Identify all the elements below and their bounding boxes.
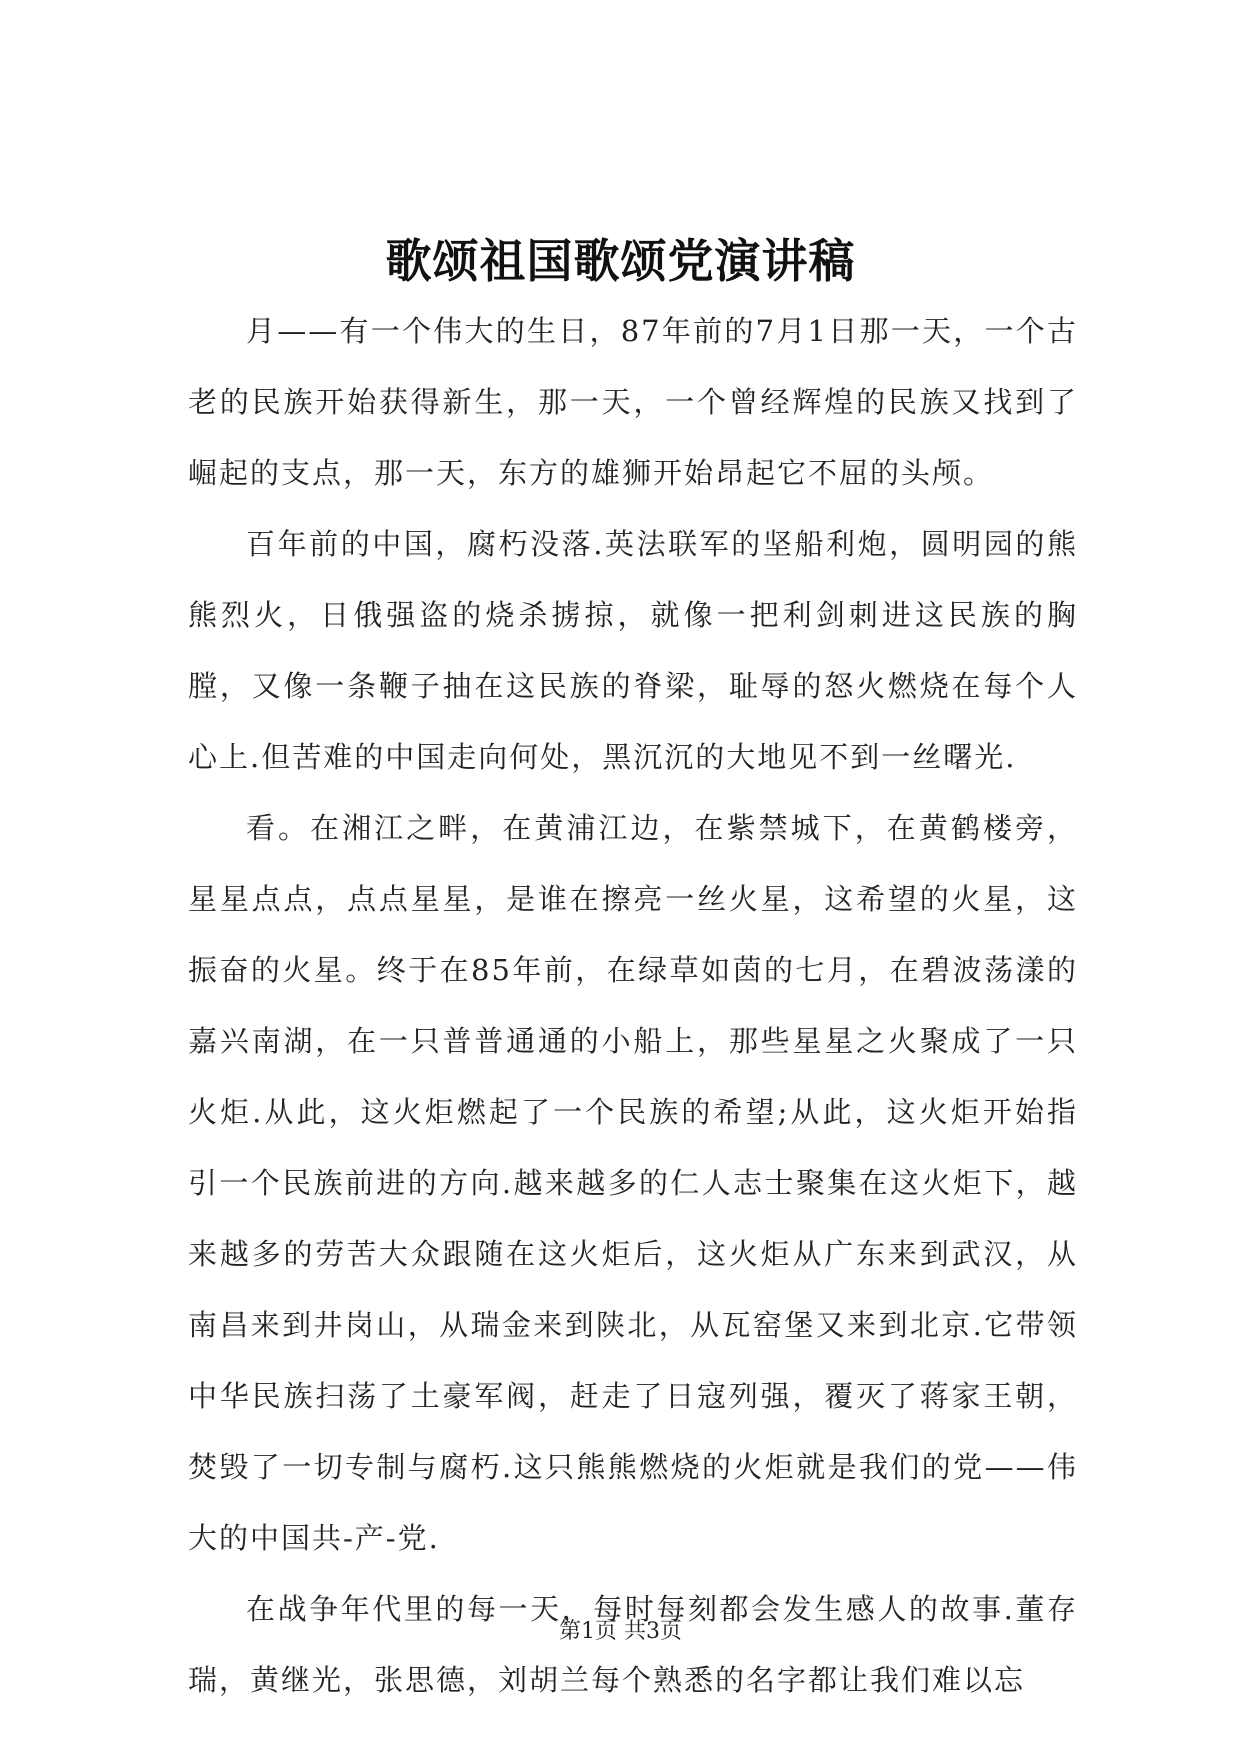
paragraph: 百年前的中国，腐朽没落.英法联军的坚船利炮，圆明园的熊熊烈火，日俄强盗的烧杀掳掠，就像一把利剑刺进这民族的胸膛，又像一条鞭子抽在这民族的脊梁，耻辱的怒火燃烧在每个人心上.但苦难的中国走向何处，黑沉沉的大地见不到一丝曙光.: [188, 527, 1078, 774]
paragraph: 月——有一个伟大的生日，87年前的7月1日那一天，一个古老的民族开始获得新生，那一天，一个曾经辉煌的民族又找到了崛起的支点，那一天，东方的雄狮开始昂起它不屈的头颅。: [188, 314, 1078, 490]
page-number-footer: 第1页 共3页: [559, 1619, 682, 1644]
document-title: 歌颂祖国歌颂党演讲稿: [385, 234, 856, 288]
paragraph: 在战争年代里的每一天，每时每刻都会发生感人的故事.董存瑞，黄继光，张思德，刘胡兰每个熟悉的名字都让我们难以忘: [188, 1592, 1078, 1697]
document-body: [188, 296, 1078, 1716]
paragraph: 看。在湘江之畔，在黄浦江边，在紫禁城下，在黄鹤楼旁，星星点点，点点星星，是谁在擦亮一丝火星，这希望的火星，这振奋的火星。终于在85年前，在绿草如茵的七月，在碧波荡漾的嘉兴南湖，在一只普普通通的小船上，那些星星之火聚成了一只火炬.从此，这火炬燃起了一个民族的希望;从此，这火炬开始指引一个民族前进的方向.越来越多的仁人志士聚集在这火炬下，越来越多的劳苦大众跟随在这火炬后，这火炬从广东来到武汉，从南昌来到井岗山，从瑞金来到陕北，从瓦窑堡又来到北京.它带领中华民族扫荡了土豪军阀，赶走了日寇列强，覆灭了蒋家王朝，焚毁了一切专制与腐朽.这只熊熊燃烧的火炬就是我们的党——伟大的中国共-产-党.: [188, 811, 1078, 1555]
